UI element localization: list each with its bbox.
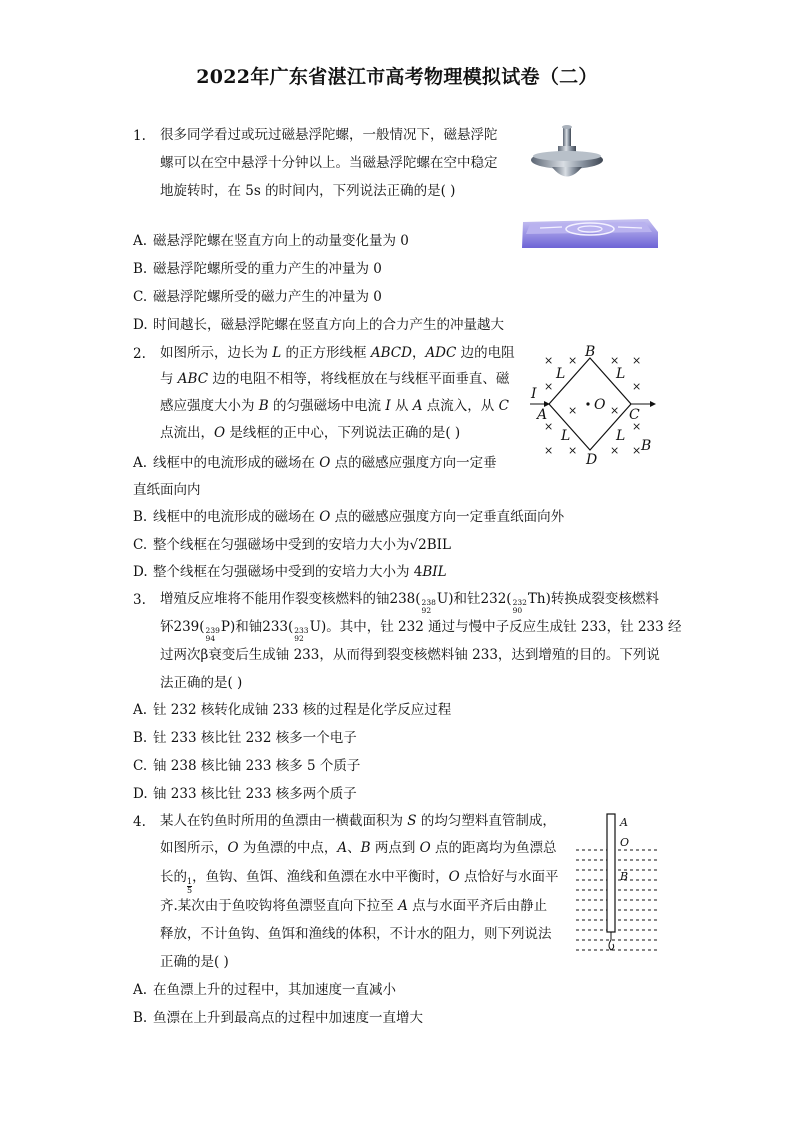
q3-option-c: C. 铀 238 核比铀 233 核多 5 个质子	[133, 758, 361, 774]
cross-mark: ×	[544, 444, 554, 457]
q1-number: 1.	[133, 128, 146, 144]
fraction-one-fifth: $\frac{1}{5}$	[187, 877, 193, 895]
cross-mark: ×	[544, 380, 554, 393]
float-label-o: O	[620, 836, 630, 849]
q4-stem-line-3: 长的 $\frac{1}{5}$ ，鱼钩、鱼饵、渔线和鱼漂在水中平衡时，O 点恰好与水面平	[160, 869, 559, 895]
q3-option-b: B. 钍 233 核比钍 232 核多一个电子	[133, 730, 357, 746]
q4-stem-line-6: 正确的是( )	[160, 954, 229, 970]
label-l-upper-right: L	[616, 366, 626, 382]
label-o: O	[594, 397, 606, 413]
q1-option-a: A. 磁悬浮陀螺在竖直方向上的动量变化量为 0	[133, 233, 409, 249]
q3-stem-line-1: 增殖反应堆将不能用作裂变核燃料的铀238( 238 92 U)和钍232( 232 90 Th)转换成裂变核燃料	[160, 591, 659, 615]
q1-option-d: D. 时间越长，磁悬浮陀螺在竖直方向上的合力产生的冲量越大	[133, 317, 504, 333]
q1-option-b: B. 磁悬浮陀螺所受的重力产生的冲量为 0	[133, 261, 382, 277]
q3-option-a: A. 钍 232 核转化成铀 233 核的过程是化学反应过程	[133, 702, 452, 718]
q4-option-b: B. 鱼漂在上升到最高点的过程中加速度一直增大	[133, 1010, 423, 1026]
q2-number: 2.	[133, 346, 146, 362]
cross-mark: ×	[632, 354, 642, 367]
float-label-a: A	[620, 816, 628, 829]
q2-stem-line-2: 与 ABC 边的电阻不相等，将线框放在与线框平面垂直、磁	[160, 371, 510, 387]
q4-number: 4.	[133, 814, 146, 830]
q1-stem-line-1: 很多同学看过或玩过磁悬浮陀螺，一般情况下，磁悬浮陀	[160, 127, 498, 143]
cross-mark: ×	[610, 444, 620, 457]
q4-stem-line-2: 如图所示，O 为鱼漂的中点，A、B 两点到 O 点的距离均为鱼漂总	[160, 840, 557, 856]
float-label-b: B	[620, 870, 629, 883]
cross-mark: ×	[610, 354, 620, 367]
page-title: 2022年广东省湛江市高考物理模拟试卷（二）	[196, 66, 598, 88]
label-l-lower-right: L	[616, 428, 626, 444]
label-i: I	[531, 386, 537, 402]
q2-option-c: C. 整个线框在匀强磁场中受到的安培力大小为√2BIL	[133, 537, 451, 553]
maglev-top-image	[520, 124, 660, 252]
q2-stem-line-1: 如图所示，边长为 L 的正方形线框 ABCD，ADC 边的电阻	[160, 345, 515, 361]
q1-stem-line-2: 螺可以在空中悬浮十分钟以上。当磁悬浮陀螺在空中稳定	[160, 155, 498, 171]
q4-stem-line-4: 齐.某次由于鱼咬钩将鱼漂竖直向下拉至 A 点与水面平齐后由静止	[160, 898, 548, 914]
label-b-field: B	[641, 438, 652, 454]
cross-mark: ×	[610, 404, 620, 417]
cross-mark: ×	[568, 444, 578, 457]
label-d: D	[586, 452, 598, 468]
label-a: A	[537, 407, 548, 423]
q2-option-a-line-2: 直纸面向内	[133, 482, 201, 498]
label-l-upper-left: L	[556, 366, 566, 382]
cross-mark: ×	[568, 354, 578, 367]
cross-mark: ×	[544, 420, 554, 433]
cross-mark: ×	[632, 420, 642, 433]
q3-stem-line-2: 钚239( 239 94 P)和铀233( 233 92 U)。其中，钍 232 通过与慢中子反应生成钍 233，钍 233 经	[160, 619, 682, 643]
cross-mark: ×	[632, 380, 642, 393]
q3-number: 3.	[133, 592, 146, 608]
q1-stem-line-3: 地旋转时，在 5s 的时间内，下列说法正确的是( )	[160, 183, 456, 199]
q2-option-b: B. 线框中的电流形成的磁场在 O 点的磁感应强度方向一定垂直纸面向外	[133, 509, 565, 525]
q4-option-a: A. 在鱼漂上升的过程中，其加速度一直减小	[133, 982, 396, 998]
q2-stem-line-4: 点流出，O 是线框的正中心，下列说法正确的是( )	[160, 425, 461, 441]
cross-mark: ×	[544, 354, 554, 367]
q3-option-d: D. 铀 233 核比钍 233 核多两个质子	[133, 786, 357, 802]
square-loop-diagram	[528, 342, 660, 470]
label-b-top: B	[585, 344, 596, 360]
q4-stem-line-5: 释放，不计鱼钩、鱼饵和渔线的体积，不计水的阻力，则下列说法	[160, 926, 552, 942]
q2-option-d: D. 整个线框在匀强磁场中受到的安培力大小为 4BIL	[133, 564, 447, 580]
q3-stem-line-3: 过两次β衰变后生成铀 233，从而得到裂变核燃料铀 233，达到增殖的目的。下列说	[160, 647, 660, 663]
cross-mark: ×	[568, 404, 578, 417]
q3-stem-line-4: 法正确的是( )	[160, 675, 243, 691]
label-c: C	[629, 407, 640, 423]
label-l-lower-left: L	[561, 428, 571, 444]
cross-mark: ×	[632, 444, 642, 457]
q2-option-a-line-1: A. 线框中的电流形成的磁场在 O 点的磁感应强度方向一定垂	[133, 455, 497, 471]
q2-stem-line-3: 感应强度大小为 B 的匀强磁场中电流 I 从 A 点流入，从 C	[160, 398, 509, 414]
fishing-float-diagram	[574, 812, 660, 958]
q4-stem-line-1: 某人在钓鱼时所用的鱼漂由一横截面积为 S 的均匀塑料直管制成，	[160, 813, 556, 829]
q1-option-c: C. 磁悬浮陀螺所受的磁力产生的冲量为 0	[133, 289, 382, 305]
